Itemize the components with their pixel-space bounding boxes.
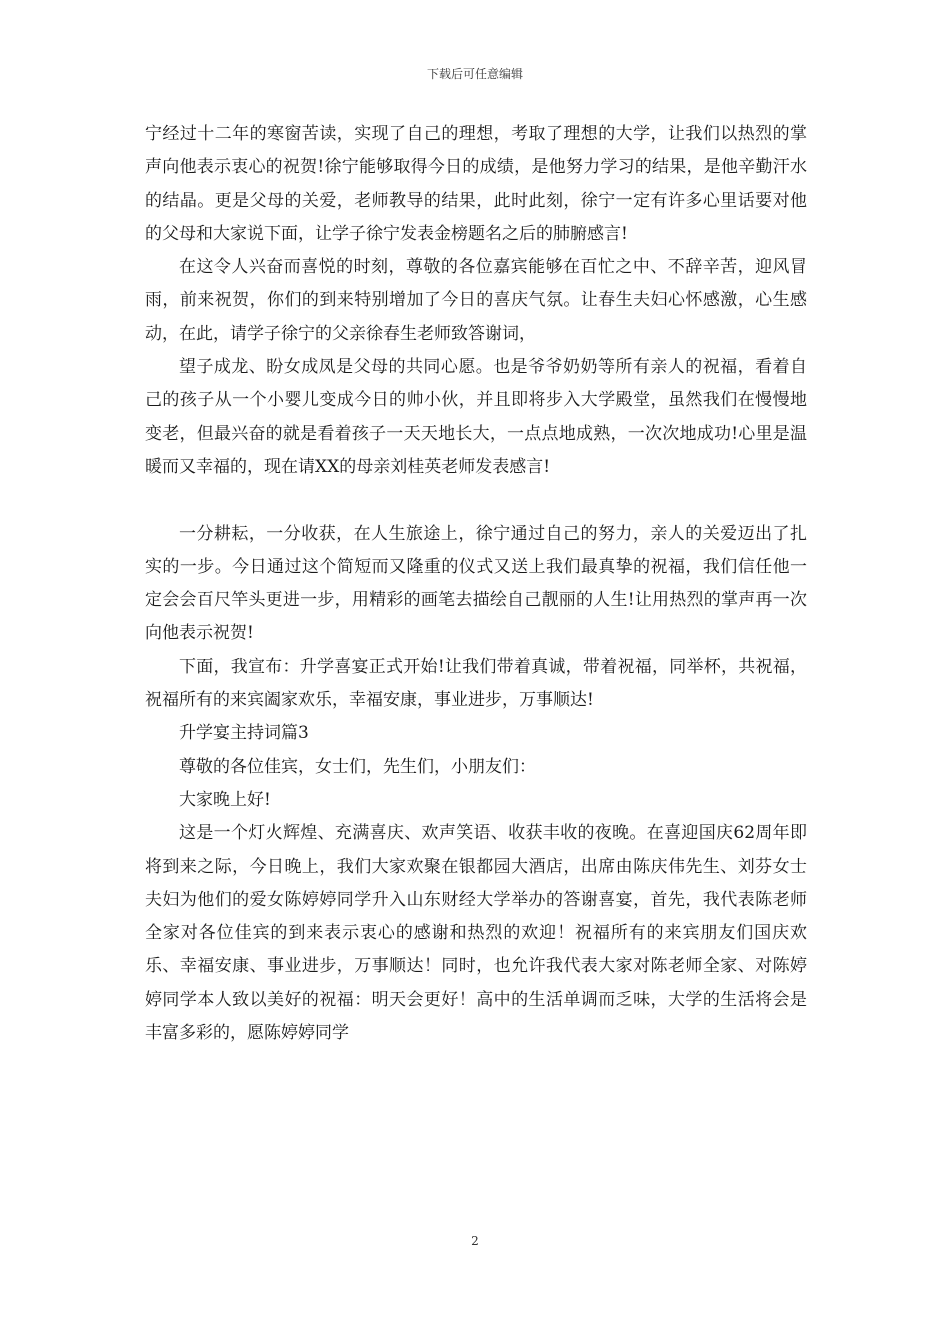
blank-line <box>145 484 807 517</box>
document-body <box>145 118 807 1050</box>
paragraph-3: 望子成龙、盼女成凤是父母的共同心愿。也是爷爷奶奶等所有亲人的祝福，看着自己的孩子从一个小婴儿变成今日的帅小伙，并且即将步入大学殿堂，虽然我们在慢慢地变老，但最兴奋的就是看着孩子一天天地长大，一点点地成熟，一次次地成功!心里是温暖而又幸福的，现在请XX的母亲刘桂英老师发表感言! <box>145 357 807 477</box>
greeting-line: 尊敬的各位佳宾，女士们，先生们，小朋友们： <box>179 756 536 777</box>
paragraph-5: 下面，我宣布：升学喜宴正式开始!让我们带着真诚，带着祝福，同举杯，共祝福，祝福所有的来宾阖家欢乐，幸福安康，事业进步，万事顺达! <box>145 656 807 711</box>
paragraph-1: 宁经过十二年的寒窗苦读，实现了自己的理想，考取了理想的大学，让我们以热烈的掌声向他表示衷心的祝贺!徐宁能够取得今日的成绩，是他努力学习的结果，是他辛勤汗水的结晶。更是父母的关爱，老师教导的结果，此时此刻，徐宁一定有许多心里话要对他的父母和大家说下面，让学子徐宁发表金榜题名之后的肺腑感言! <box>145 124 807 244</box>
page-header: 下载后可任意编辑 <box>426 67 523 81</box>
page-number: 2 <box>471 1234 479 1248</box>
paragraph-2: 在这令人兴奋而喜悦的时刻，尊敬的各位嘉宾能够在百忙之中、不辞辛苦，迎风冒雨，前来祝贺，你们的到来特别增加了今日的喜庆气氛。让春生夫妇心怀感激，心生感动，在此，请学子徐宁的父亲徐春生老师致答谢词， <box>145 257 807 344</box>
greeting-evening: 大家晚上好! <box>179 789 271 810</box>
section-heading: 升学宴主持词篇3 <box>179 723 309 744</box>
paragraph-6: 这是一个灯火辉煌、充满喜庆、欢声笑语、收获丰收的夜晚。在喜迎国庆62周年即将到来之际，今日晚上，我们大家欢聚在银都园大酒店，出席由陈庆伟先生、刘芬女士夫妇为他们的爱女陈婷婷同学升入山东财经大学举办的答谢喜宴，首先，我代表陈老师全家对各位佳宾的到来表示衷心的感谢和热烈的欢迎！祝福所有的来宾朋友们国庆欢乐、幸福安康、事业进步，万事顺达！同时，也允许我代表大家对陈老师全家、对陈婷婷同学本人致以美好的祝福：明天会更好！高中的生活单调而乏味，大学的生活将会是丰富多彩的，愿陈婷婷同学 <box>145 823 807 1044</box>
paragraph-4: 一分耕耘，一分收获，在人生旅途上，徐宁通过自己的努力，亲人的关爱迈出了扎实的一步。今日通过这个简短而又隆重的仪式又送上我们最真挚的祝福，我们信任他一定会会百尺竿头更进一步，用精彩的画笔去描绘自己靓丽的人生!让用热烈的掌声再一次向他表示祝贺! <box>145 523 807 644</box>
